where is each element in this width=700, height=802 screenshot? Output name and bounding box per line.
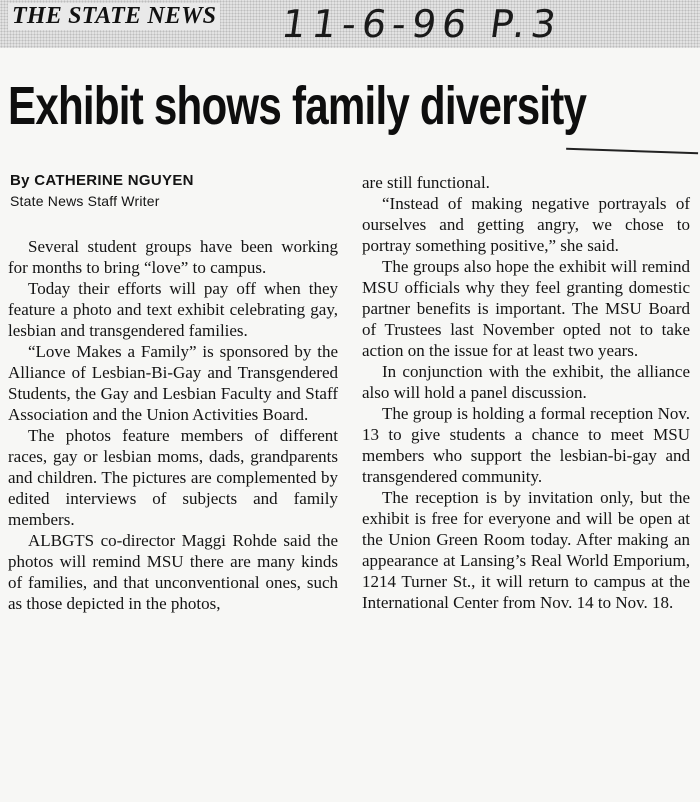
pen-underline-mark — [566, 148, 698, 161]
paragraph: In conjunction with the exhibit, the alliance also will hold a panel discussion. — [362, 362, 690, 402]
handwritten-date: 11-6-96 — [278, 2, 476, 46]
paragraph: ALBGTS co-director Maggi Rohde said the photos will remind MSU there are many kinds of families, and that unconventional ones, such as those depicted in the photos, — [8, 531, 338, 613]
paragraph: “Instead of making negative portrayals of ourselves and getting angry, we chose to portray something positive,” she said. — [362, 194, 690, 255]
staff-title: State News Staff Writer — [10, 193, 160, 209]
paragraph: The group is holding a formal reception Nov. 13 to give students a chance to meet MSU members who support the lesbian-bi-gay and transgendered community. — [362, 404, 690, 486]
headline: Exhibit shows family diversity — [8, 76, 587, 136]
paragraph: The photos feature members of different races, gay or lesbian moms, dads, grandparents and children. The pictures are complemented by edited interviews of subjects and family members. — [8, 426, 338, 529]
masthead-band — [0, 0, 700, 48]
handwritten-note — [279, 2, 565, 46]
paragraph: Today their efforts will pay off when they feature a photo and text exhibit celebrating gay, lesbian and transgendered families. — [8, 279, 338, 340]
byline: By CATHERINE NGUYEN — [10, 172, 194, 189]
article-column-right — [362, 172, 690, 613]
paragraph: The groups also hope the exhibit will remind MSU officials why they feel granting domestic partner benefits is important. The MSU Board of Trustees last November opted not to take action on the issue for at least two years. — [362, 257, 690, 360]
article-column-left — [8, 236, 338, 614]
paragraph: Several student groups have been working for months to bring “love” to campus. — [8, 237, 338, 277]
paragraph: “Love Makes a Family” is sponsored by the Alliance of Lesbian-Bi-Gay and Transgendered Students, the Gay and Lesbian Faculty and Staff Association and the Union Activities Board. — [8, 342, 338, 424]
paragraph: The reception is by invitation only, but the exhibit is free for everyone and will be open at the Union Green Room today. After making an appearance at Lansing’s Real World Emporium, 1214 Turner St., it will return to campus at the International Center from Nov. 14 to Nov. 18. — [362, 488, 690, 612]
handwritten-page: P.3 — [487, 2, 565, 46]
publication-name: THE STATE NEWS — [8, 3, 220, 30]
paragraph-continued: are still functional. — [362, 173, 490, 192]
